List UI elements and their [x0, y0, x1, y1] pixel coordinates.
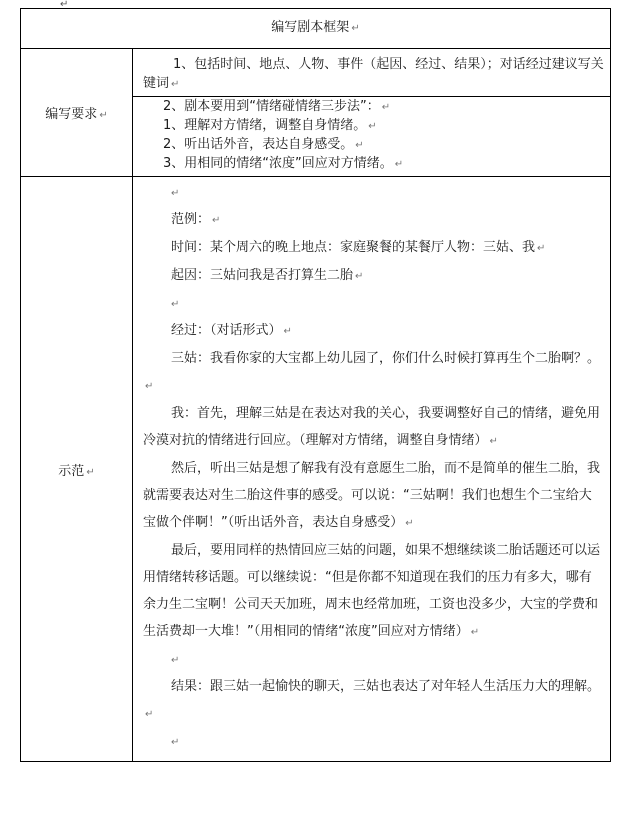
paragraph-mark: ↵ [537, 243, 546, 254]
step-item: 3、用相同的情绪“浓度”回应对方情绪。 ↵ [163, 156, 404, 171]
table-title: 编写剧本框架 [271, 20, 350, 35]
example-content-cell [133, 177, 611, 762]
example-label-cell [21, 177, 133, 762]
requirements-label: 编写要求 [45, 107, 98, 122]
paragraph-mark: ↵ [171, 655, 180, 666]
paragraph-mark: ↵ [171, 188, 180, 199]
requirement-2-cell [133, 97, 611, 177]
paragraph-mark: ↵ [145, 381, 154, 392]
step-item: 1、理解对方情绪，调整自身情绪。 ↵ [163, 118, 377, 133]
example-heading: 范例： ↵ [171, 212, 221, 227]
blank-line [143, 728, 602, 755]
paragraph-mark: ↵ [86, 466, 95, 478]
paragraph-mark: ↵ [283, 326, 292, 337]
title-row [21, 9, 611, 49]
paragraph-mark: ↵ [171, 79, 180, 90]
example-process-heading: 经过：（对话形式） ↵ [171, 323, 292, 338]
requirement-1-cell [133, 49, 611, 97]
paragraph-mark: ↵ [381, 102, 391, 113]
requirement-item-1: 1、包括时间、地点、人物、事件（起因、经过、结果）；对话经过建议写关键词 ↵ [143, 57, 604, 91]
requirements-row [21, 49, 611, 97]
paragraph-mark: ↵ [368, 121, 377, 132]
example-label: 示范 [58, 463, 85, 479]
paragraph-mark: ↵ [351, 23, 360, 34]
blank-line [143, 646, 602, 673]
paragraph-mark: ↵ [171, 737, 180, 748]
example-row [21, 177, 611, 762]
blank-line [143, 179, 602, 206]
example-setting: 时间：某个周六的晚上地点：家庭聚餐的某餐厅人物：三姑、我 ↵ [171, 240, 546, 255]
paragraph-mark: ↵ [145, 709, 154, 720]
dialogue-finally: 最后，要用同样的热情回应三姑的问题，如果不想继续谈二胎话题还可以运用情绪转移话题。可以继续说：“但是你都不知道现在我们的压力有多大，哪有余力生二宝啊！公司天天加班，周末也经常加班，工资也没多少，大宝的学费和生活费却一大堆！”（用相同的情绪“浓度”回应对方情绪） ↵ [143, 543, 601, 639]
step-item: 2、听出话外音，表达自身感受。 ↵ [163, 137, 364, 152]
requirements-label-cell [21, 49, 133, 177]
table-title-cell [21, 9, 611, 49]
script-framework-table [20, 8, 611, 762]
paragraph-mark: ↵ [394, 159, 404, 170]
dialogue-me: 我：首先，理解三姑是在表达对我的关心，我要调整好自己的情绪，避免用冷漠对抗的情绪进行回应。（理解对方情绪，调整自身情绪） ↵ [143, 406, 601, 448]
paragraph-mark: ↵ [99, 110, 108, 121]
paragraph-mark: ↵ [470, 627, 480, 638]
dialogue-aunt: 三姑：我看你家的大宝都上幼儿园了，你们什么时候打算再生个二胎啊？。↵ [145, 351, 601, 392]
requirement-item-2-title: 2、剧本要用到“情绪碰情绪三步法”： ↵ [163, 99, 391, 114]
paragraph-mark: ↵ [355, 140, 364, 151]
paragraph-mark: ↵ [171, 299, 180, 310]
blank-line [143, 290, 602, 317]
example-cause: 起因：三姑问我是否打算生二胎 ↵ [171, 268, 364, 283]
paragraph-mark: ↵ [489, 436, 498, 447]
paragraph-mark: ↵ [355, 271, 364, 282]
paragraph-mark: ↵ [405, 518, 414, 529]
paragraph-mark: ↵ [212, 215, 221, 226]
example-result: 结果：跟三姑一起愉快的聊天，三姑也表达了对年轻人生活压力大的理解。↵ [145, 679, 601, 720]
dialogue-then: 然后，听出三姑是想了解我有没有意愿生二胎，而不是简单的催生二胎，我就需要表达对生二胎这件事的感受。可以说：“三姑啊！我们也想生个二宝给大宝做个伴啊！”（听出话外音，表达自身感受） ↵ [143, 461, 601, 530]
paragraph-mark: ↵ [60, 0, 69, 10]
